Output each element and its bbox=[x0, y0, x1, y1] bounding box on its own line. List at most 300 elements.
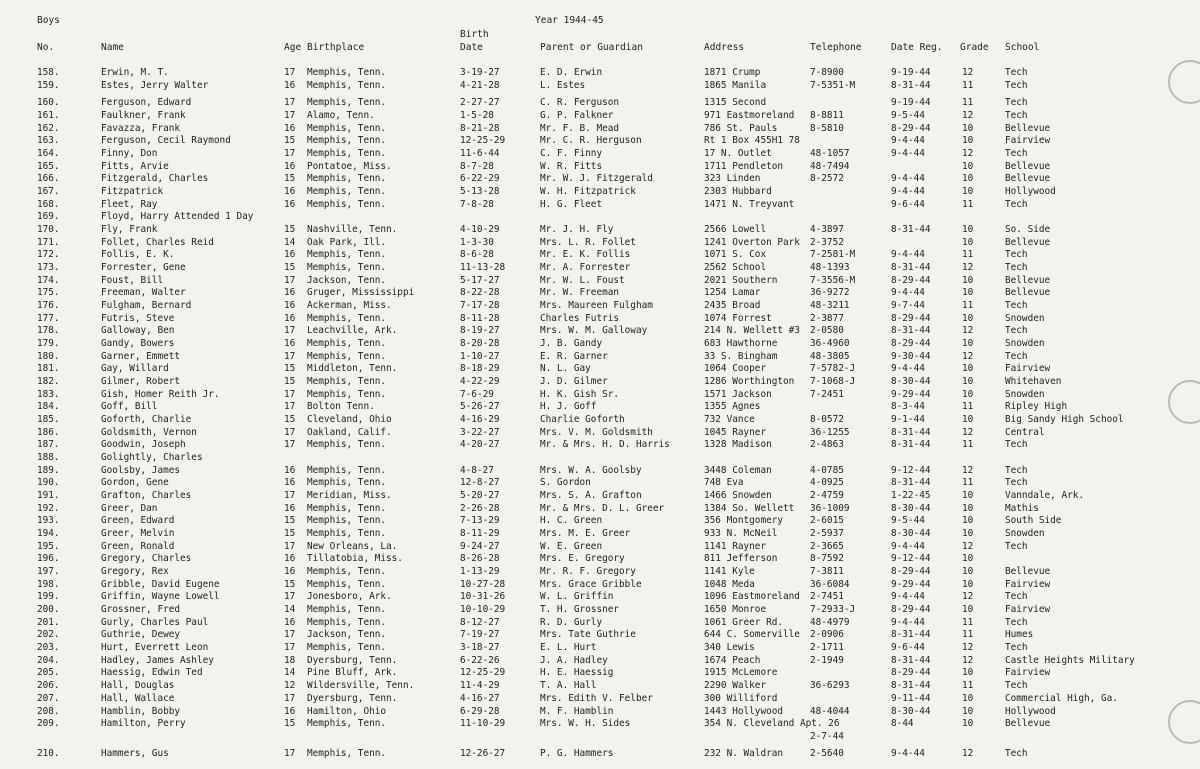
col-header-grade: Grade bbox=[960, 42, 989, 53]
table-row bbox=[0, 629, 1200, 641]
school: Big Sandy High School bbox=[1005, 414, 1124, 426]
birthplace: Pine Bluff, Ark. bbox=[307, 667, 398, 679]
table-row bbox=[0, 401, 1200, 413]
table-row bbox=[0, 591, 1200, 603]
grade: 12 bbox=[962, 464, 974, 476]
row-number: 158. bbox=[37, 67, 60, 78]
date-registered: 9-4-44 bbox=[891, 591, 925, 603]
birthplace: Tillatobia, Miss. bbox=[307, 553, 403, 565]
table-row bbox=[0, 515, 1200, 527]
age: 15 bbox=[284, 262, 296, 274]
date-registered: 9-4-44 bbox=[891, 540, 925, 552]
date-registered: 8-31-44 bbox=[891, 325, 931, 337]
birth-date: 8-21-28 bbox=[460, 122, 500, 134]
student-name: Fitzpatrick bbox=[101, 186, 164, 198]
grade: 12 bbox=[962, 591, 974, 603]
parent-guardian: J. A. Hadley bbox=[540, 654, 608, 666]
age: 12 bbox=[284, 680, 296, 692]
row-number: 183. bbox=[37, 388, 60, 400]
grade: 10 bbox=[962, 414, 974, 426]
school: Bellevue bbox=[1005, 173, 1051, 185]
birthplace: Memphis, Tenn. bbox=[307, 502, 387, 514]
date-registered: 9-5-44 bbox=[891, 110, 925, 121]
telephone: 7-3556-M bbox=[810, 274, 856, 286]
age: 17 bbox=[284, 401, 296, 413]
address: 1141 Rayner bbox=[704, 540, 767, 552]
grade: 10 bbox=[962, 528, 974, 540]
birth-date: 8-11-29 bbox=[460, 528, 500, 540]
address: 732 Vance bbox=[704, 414, 755, 426]
address: 1286 Worthington bbox=[704, 376, 795, 388]
parent-guardian: C. F. Finny bbox=[540, 148, 603, 160]
address: 748 Eva bbox=[704, 477, 744, 489]
school: Central bbox=[1005, 426, 1045, 438]
birthplace: Memphis, Tenn. bbox=[307, 388, 387, 400]
address: 811 Jefferson bbox=[704, 553, 778, 565]
age: 17 bbox=[284, 692, 296, 704]
school: South Side bbox=[1005, 515, 1062, 527]
grade: 10 bbox=[962, 274, 974, 286]
row-number: 181. bbox=[37, 363, 60, 375]
telephone: 7-8900 bbox=[810, 67, 844, 78]
parent-guardian: Mrs. S. A. Grafton bbox=[540, 490, 642, 502]
age: 16 bbox=[284, 566, 296, 578]
address: 1045 Rayner bbox=[704, 426, 767, 438]
parent-guardian: Mr. C. R. Herguson bbox=[540, 135, 642, 147]
table-row bbox=[0, 748, 1200, 760]
school: Tech bbox=[1005, 680, 1028, 692]
age: 16 bbox=[284, 160, 296, 172]
birth-date: 12-25-29 bbox=[460, 135, 506, 147]
birthplace: Ackerman, Miss. bbox=[307, 300, 392, 312]
birthplace: Jackson, Tenn. bbox=[307, 629, 387, 641]
age: 17 bbox=[284, 350, 296, 362]
col-header-no: No. bbox=[37, 42, 55, 53]
age: 15 bbox=[284, 363, 296, 375]
birthplace: Memphis, Tenn. bbox=[307, 312, 387, 324]
date-registered: 8-29-44 bbox=[891, 667, 931, 679]
date-registered: 8-31-44 bbox=[891, 629, 931, 641]
student-name: Gregory, Charles bbox=[101, 553, 192, 565]
school: Bellevue bbox=[1005, 718, 1051, 730]
address: 232 N. Waldran bbox=[704, 747, 784, 759]
col-header-school: School bbox=[1005, 42, 1040, 53]
student-name: Goolsby, James bbox=[101, 464, 181, 476]
table-row bbox=[0, 718, 1200, 730]
grade: 12 bbox=[962, 426, 974, 438]
row-number: 191. bbox=[37, 490, 60, 502]
table-row bbox=[0, 249, 1200, 261]
birth-date: 5-17-27 bbox=[460, 274, 500, 286]
school: Snowden bbox=[1005, 338, 1045, 350]
table-row bbox=[0, 338, 1200, 350]
table-row bbox=[0, 477, 1200, 489]
address: 644 C. Somerville bbox=[704, 629, 800, 641]
grade: 10 bbox=[962, 515, 974, 527]
student-name: Freeman, Walter bbox=[101, 287, 186, 299]
row-number: 203. bbox=[37, 642, 60, 654]
grade: 10 bbox=[962, 122, 974, 134]
birth-date: 8-19-27 bbox=[460, 325, 500, 337]
school: Fairview bbox=[1005, 667, 1051, 679]
telephone: 2-3752 bbox=[810, 236, 844, 248]
birth-date: 3-22-27 bbox=[460, 426, 500, 438]
telephone: 48-1057 bbox=[810, 148, 850, 160]
student-name: Goldsmith, Vernon bbox=[101, 426, 197, 438]
birth-date: 4-20-27 bbox=[460, 439, 500, 451]
age: 14 bbox=[284, 667, 296, 679]
age: 17 bbox=[284, 439, 296, 451]
row-number: 195. bbox=[37, 540, 60, 552]
age: 16 bbox=[284, 79, 296, 91]
birth-date: 4-10-29 bbox=[460, 224, 500, 236]
table-row bbox=[0, 275, 1200, 287]
birth-date: 4-21-28 bbox=[460, 79, 500, 91]
birthplace: Hamilton, Ohio bbox=[307, 705, 387, 717]
address: 17 N. Outlet bbox=[704, 148, 772, 160]
grade: 12 bbox=[962, 747, 974, 759]
birthplace: Memphis, Tenn. bbox=[307, 464, 387, 476]
birthplace: Memphis, Tenn. bbox=[307, 578, 387, 590]
table-row bbox=[0, 313, 1200, 325]
birth-date: 12-26-27 bbox=[460, 747, 506, 759]
birthplace: Memphis, Tenn. bbox=[307, 718, 387, 730]
birthplace: Jackson, Tenn. bbox=[307, 274, 387, 286]
school: Whitehaven bbox=[1005, 376, 1062, 388]
school: Bellevue bbox=[1005, 236, 1051, 248]
parent-guardian: P. G. Hammers bbox=[540, 747, 614, 759]
date-registered: 8-29-44 bbox=[891, 604, 931, 616]
date-registered: 9-4-44 bbox=[891, 363, 925, 375]
birth-date: 8-20-28 bbox=[460, 338, 500, 350]
parent-guardian: W. L. Griffin bbox=[540, 591, 614, 603]
address: 354 N. Cleveland Apt. 26 bbox=[704, 718, 840, 730]
birthplace: Memphis, Tenn. bbox=[307, 249, 387, 261]
birth-date: 11-6-44 bbox=[460, 148, 500, 160]
address: 1315 Second bbox=[704, 97, 767, 109]
school: Tech bbox=[1005, 67, 1028, 78]
parent-guardian: L. Estes bbox=[540, 79, 586, 91]
school: Mathis bbox=[1005, 502, 1039, 514]
grade: 11 bbox=[962, 300, 974, 312]
grade: 10 bbox=[962, 338, 974, 350]
student-name: Gordon, Gene bbox=[101, 477, 169, 489]
row-number: 186. bbox=[37, 426, 60, 438]
grade: 10 bbox=[962, 388, 974, 400]
parent-guardian: Mr. A. Forrester bbox=[540, 262, 631, 274]
row-number: 202. bbox=[37, 629, 60, 641]
date-registered: 1-22-45 bbox=[891, 490, 931, 502]
grade: 10 bbox=[962, 490, 974, 502]
telephone: 8-2572 bbox=[810, 173, 844, 185]
school: Humes bbox=[1005, 629, 1034, 641]
grade: 11 bbox=[962, 198, 974, 210]
telephone: 4-3897 bbox=[810, 224, 844, 236]
telephone: 2-4863 bbox=[810, 439, 844, 451]
address: 2562 School bbox=[704, 262, 767, 274]
table-row bbox=[0, 579, 1200, 591]
age: 16 bbox=[284, 249, 296, 261]
address: 2435 Broad bbox=[704, 300, 761, 312]
parent-guardian: E. D. Erwin bbox=[540, 67, 603, 78]
row-number: 189. bbox=[37, 464, 60, 476]
birth-date: 3-19-27 bbox=[460, 67, 500, 78]
parent-guardian: N. L. Gay bbox=[540, 363, 591, 375]
age: 15 bbox=[284, 135, 296, 147]
birth-date: 6-29-28 bbox=[460, 705, 500, 717]
parent-guardian: H. C. Green bbox=[540, 515, 603, 527]
telephone: 48-3805 bbox=[810, 350, 850, 362]
student-name: Galloway, Ben bbox=[101, 325, 175, 337]
address: 933 N. McNeil bbox=[704, 528, 778, 540]
school: Snowden bbox=[1005, 312, 1045, 324]
birthplace: Middleton, Tenn. bbox=[307, 363, 398, 375]
telephone: 2-5937 bbox=[810, 528, 844, 540]
student-name: Fleet, Ray bbox=[101, 198, 158, 210]
student-name: Gregory, Rex bbox=[101, 566, 169, 578]
date-registered: 9-19-44 bbox=[891, 97, 931, 109]
col-header-telephone: Telephone bbox=[810, 42, 862, 53]
birth-date: 7-17-28 bbox=[460, 300, 500, 312]
birth-date: 7-13-29 bbox=[460, 515, 500, 527]
school: Ripley High bbox=[1005, 401, 1068, 413]
address: 2303 Hubbard bbox=[704, 186, 772, 198]
date-registered: 8-30-44 bbox=[891, 528, 931, 540]
age: 15 bbox=[284, 718, 296, 730]
date-registered: 8-29-44 bbox=[891, 566, 931, 578]
student-name: Gish, Homer Reith Jr. bbox=[101, 388, 220, 400]
col-header-date-reg: Date Reg. bbox=[891, 42, 943, 53]
grade: 10 bbox=[962, 186, 974, 198]
age: 15 bbox=[284, 224, 296, 236]
row-number: 205. bbox=[37, 667, 60, 679]
birthplace: Dyersburg, Tenn. bbox=[307, 654, 398, 666]
parent-guardian: S. Gordon bbox=[540, 477, 591, 489]
birth-date: 5-26-27 bbox=[460, 401, 500, 413]
student-name: Garner, Emmett bbox=[101, 350, 181, 362]
address: 1064 Cooper bbox=[704, 363, 767, 375]
row-number: 207. bbox=[37, 692, 60, 704]
grade: 12 bbox=[962, 110, 974, 121]
date-registered: 9-29-44 bbox=[891, 578, 931, 590]
student-name: Faulkner, Frank bbox=[101, 110, 186, 121]
address: 2021 Southern bbox=[704, 274, 778, 286]
row-number: 198. bbox=[37, 578, 60, 590]
section-label: Boys bbox=[37, 15, 60, 26]
age: 16 bbox=[284, 338, 296, 350]
telephone: 2-3877 bbox=[810, 312, 844, 324]
parent-guardian: E. L. Hurt bbox=[540, 642, 597, 654]
parent-guardian: Mrs. Maureen Fulgham bbox=[540, 300, 653, 312]
age: 16 bbox=[284, 616, 296, 628]
birth-date: 4-8-27 bbox=[460, 464, 494, 476]
birthplace: Memphis, Tenn. bbox=[307, 515, 387, 527]
row-number: 163. bbox=[37, 135, 60, 147]
parent-guardian: Mrs. Edith V. Felber bbox=[540, 692, 653, 704]
row-number: 167. bbox=[37, 186, 60, 198]
date-registered: 8-31-44 bbox=[891, 79, 931, 91]
student-name: Gandy, Bowers bbox=[101, 338, 175, 350]
telephone: 2-0906 bbox=[810, 629, 844, 641]
school: Bellevue bbox=[1005, 566, 1051, 578]
parent-guardian: Mr. W. L. Foust bbox=[540, 274, 625, 286]
telephone: 7-2451 bbox=[810, 388, 844, 400]
telephone: 36-9272 bbox=[810, 287, 850, 299]
age: 16 bbox=[284, 705, 296, 717]
telephone: 8-5810 bbox=[810, 122, 844, 134]
age: 16 bbox=[284, 287, 296, 299]
student-name: Floyd, Harry Attended 1 Day bbox=[101, 211, 254, 223]
grade: 10 bbox=[962, 578, 974, 590]
age: 17 bbox=[284, 629, 296, 641]
student-name: Goforth, Charlie bbox=[101, 414, 192, 426]
telephone: 8-7592 bbox=[810, 553, 844, 565]
col-header-parent: Parent or Guardian bbox=[540, 42, 643, 53]
school: Bellevue bbox=[1005, 122, 1051, 134]
telephone: 7-2581-M bbox=[810, 249, 856, 261]
school: Bellevue bbox=[1005, 287, 1051, 299]
date-registered: 8-30-44 bbox=[891, 502, 931, 514]
date-registered: 9-1-44 bbox=[891, 414, 925, 426]
telephone: 7-1068-J bbox=[810, 376, 856, 388]
birthplace: Memphis, Tenn. bbox=[307, 528, 387, 540]
school: Tech bbox=[1005, 591, 1028, 603]
birthplace: Leachville, Ark. bbox=[307, 325, 398, 337]
telephone: 2-1711 bbox=[810, 642, 844, 654]
grade: 11 bbox=[962, 97, 974, 109]
grade: 11 bbox=[962, 477, 974, 489]
telephone: 36-1009 bbox=[810, 502, 850, 514]
telephone: 2-0580 bbox=[810, 325, 844, 337]
date-registered: 8-31-44 bbox=[891, 680, 931, 692]
row-number: 178. bbox=[37, 325, 60, 337]
parent-guardian: C. R. Ferguson bbox=[540, 97, 620, 109]
birthplace: Meridian, Miss. bbox=[307, 490, 392, 502]
row-number: 210. bbox=[37, 747, 60, 759]
table-row bbox=[0, 287, 1200, 299]
birth-date: 5-13-28 bbox=[460, 186, 500, 198]
grade: 10 bbox=[962, 553, 974, 565]
school: Snowden bbox=[1005, 388, 1045, 400]
date-registered: 9-4-44 bbox=[891, 148, 925, 160]
date-registered: 9-4-44 bbox=[891, 135, 925, 147]
school: Tech bbox=[1005, 477, 1028, 489]
date-registered: 9-6-44 bbox=[891, 642, 925, 654]
table-row bbox=[0, 642, 1200, 654]
school: So. Side bbox=[1005, 224, 1051, 236]
col-header-date: Date bbox=[460, 42, 483, 53]
birth-date: 4-22-29 bbox=[460, 376, 500, 388]
student-name: Hamblin, Bobby bbox=[101, 705, 181, 717]
table-row bbox=[0, 439, 1200, 451]
parent-guardian: Mr. & Mrs. D. L. Greer bbox=[540, 502, 665, 514]
telephone: 48-3211 bbox=[810, 300, 850, 312]
grade: 12 bbox=[962, 262, 974, 274]
age: 17 bbox=[284, 148, 296, 160]
row-number: 209. bbox=[37, 718, 60, 730]
age: 15 bbox=[284, 414, 296, 426]
parent-guardian: Mrs. W. A. Goolsby bbox=[540, 464, 642, 476]
telephone: 2-3665 bbox=[810, 540, 844, 552]
parent-guardian: Mrs. M. E. Greer bbox=[540, 528, 631, 540]
birthplace: Memphis, Tenn. bbox=[307, 198, 387, 210]
table-row bbox=[0, 363, 1200, 375]
date-registered: 9-4-44 bbox=[891, 186, 925, 198]
birth-date: 1-10-27 bbox=[460, 350, 500, 362]
address: 1061 Greer Rd. bbox=[704, 616, 784, 628]
table-row bbox=[0, 553, 1200, 565]
school: Commercial High, Ga. bbox=[1005, 692, 1118, 704]
table-row bbox=[0, 262, 1200, 274]
birth-label: Birth bbox=[460, 29, 489, 40]
age: 15 bbox=[284, 173, 296, 185]
table-row bbox=[0, 199, 1200, 211]
address: 1355 Agnes bbox=[704, 401, 761, 413]
birth-date: 1-5-28 bbox=[460, 110, 494, 121]
birthplace: Memphis, Tenn. bbox=[307, 262, 387, 274]
student-name: Hall, Wallace bbox=[101, 692, 175, 704]
row-number: 192. bbox=[37, 502, 60, 514]
student-name: Goodwin, Joseph bbox=[101, 439, 186, 451]
grade: 12 bbox=[962, 325, 974, 337]
age: 17 bbox=[284, 388, 296, 400]
date-registered: 9-30-44 bbox=[891, 350, 931, 362]
school: Tech bbox=[1005, 464, 1028, 476]
parent-guardian: Mrs. L. R. Follet bbox=[540, 236, 636, 248]
address: 1711 Pendleton bbox=[704, 160, 784, 172]
date-registered: 8-3-44 bbox=[891, 401, 925, 413]
date-registered: 8-31-44 bbox=[891, 224, 931, 236]
address: 1571 Jackson bbox=[704, 388, 772, 400]
row-number: 190. bbox=[37, 477, 60, 489]
parent-guardian: Mrs. Grace Gribble bbox=[540, 578, 642, 590]
grade: 12 bbox=[962, 67, 974, 78]
parent-guardian: Mrs. V. M. Goldsmith bbox=[540, 426, 653, 438]
school: Tech bbox=[1005, 262, 1028, 274]
grade: 10 bbox=[962, 224, 974, 236]
age: 14 bbox=[284, 604, 296, 616]
row-number: 160. bbox=[37, 97, 60, 109]
birth-date: 6-22-29 bbox=[460, 173, 500, 185]
parent-guardian: Mr. J. H. Fly bbox=[540, 224, 614, 236]
birthplace: Memphis, Tenn. bbox=[307, 186, 387, 198]
parent-guardian: Mr. R. F. Gregory bbox=[540, 566, 636, 578]
age: 17 bbox=[284, 642, 296, 654]
birth-date: 10-10-29 bbox=[460, 604, 506, 616]
birthplace: Memphis, Tenn. bbox=[307, 747, 387, 759]
birth-date: 8-18-29 bbox=[460, 363, 500, 375]
grade: 11 bbox=[962, 439, 974, 451]
grade: 12 bbox=[962, 148, 974, 160]
age: 15 bbox=[284, 376, 296, 388]
birthplace: Oak Park, Ill. bbox=[307, 236, 387, 248]
row-number: 194. bbox=[37, 528, 60, 540]
table-row bbox=[0, 414, 1200, 426]
date-registered: 9-19-44 bbox=[891, 67, 931, 78]
address: 1074 Forrest bbox=[704, 312, 772, 324]
birth-date: 7-6-29 bbox=[460, 388, 494, 400]
student-name: Golightly, Charles bbox=[101, 452, 203, 464]
birth-date: 12-25-29 bbox=[460, 667, 506, 679]
row-number: 201. bbox=[37, 616, 60, 628]
grade: 10 bbox=[962, 692, 974, 704]
date-registered: 8-30-44 bbox=[891, 376, 931, 388]
grade: 12 bbox=[962, 540, 974, 552]
parent-guardian: Mrs. Tate Guthrie bbox=[540, 629, 636, 641]
student-name: Ferguson, Edward bbox=[101, 97, 192, 109]
telephone: 4-0785 bbox=[810, 464, 844, 476]
row-number: 164. bbox=[37, 148, 60, 160]
